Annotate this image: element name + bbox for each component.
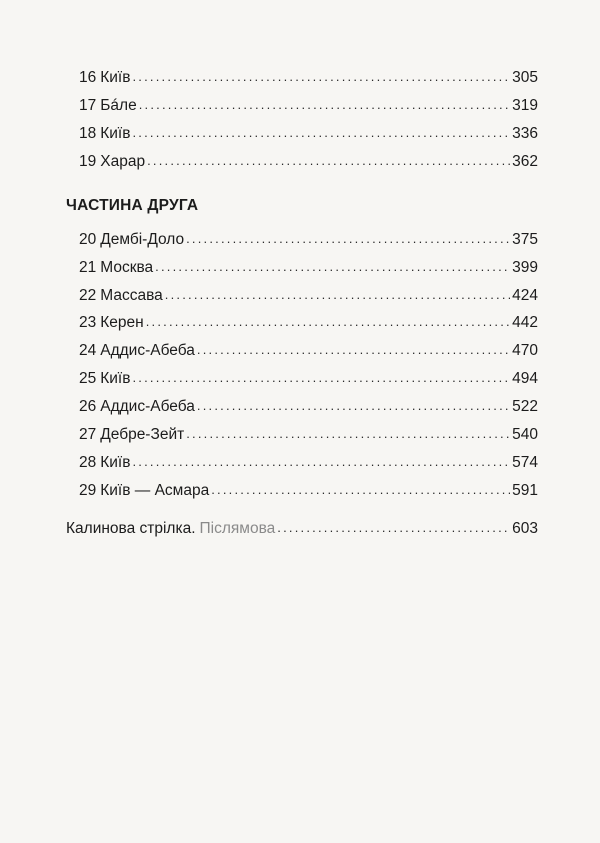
entry-title: 28 Київ <box>79 454 131 471</box>
dot-leader <box>165 285 510 305</box>
toc-entry <box>79 425 538 445</box>
page-number: 540 <box>512 426 538 443</box>
entry-title: Калинова стрілка. Післямова <box>66 520 276 537</box>
toc-entry <box>79 286 538 306</box>
dot-leader <box>211 480 510 500</box>
toc-entry <box>79 453 538 473</box>
page-number: 442 <box>512 314 538 331</box>
dot-leader <box>186 424 510 444</box>
toc-entry <box>79 68 538 88</box>
entry-title: 21 Москва <box>79 259 154 276</box>
dot-leader <box>186 229 510 249</box>
dot-leader <box>197 340 510 360</box>
page-number: 522 <box>512 398 538 415</box>
toc-entry <box>79 369 538 389</box>
toc-entry <box>79 124 538 144</box>
section-heading: ЧАСТИНА ДРУГА <box>66 197 199 214</box>
toc-entry <box>79 341 538 361</box>
page-number: 319 <box>512 97 538 114</box>
entry-title: 20 Дембі-Доло <box>79 231 185 248</box>
page-number: 603 <box>512 520 538 537</box>
entry-title: 24 Аддис-Абеба <box>79 342 195 359</box>
page-number: 375 <box>512 231 538 248</box>
dot-leader <box>132 67 510 87</box>
dot-leader <box>277 518 510 538</box>
page-number: 494 <box>512 370 538 387</box>
page-number: 470 <box>512 342 538 359</box>
page-number: 424 <box>512 287 538 304</box>
toc-entry <box>79 313 538 333</box>
entry-title: 19 Харар <box>79 153 146 170</box>
dot-leader <box>155 257 510 277</box>
dot-leader <box>197 396 510 416</box>
dot-leader <box>132 452 510 472</box>
page-number: 362 <box>512 153 538 170</box>
entry-title: 18 Київ <box>79 125 131 142</box>
entry-title: 22 Массава <box>79 287 163 304</box>
entry-title: 25 Київ <box>79 370 131 387</box>
toc-entry <box>79 481 538 501</box>
toc-entry <box>79 96 538 116</box>
dot-leader <box>132 123 510 143</box>
dot-leader <box>139 95 510 115</box>
page-number: 399 <box>512 259 538 276</box>
entry-title: 17 Бáле <box>79 97 137 114</box>
entry-title: 29 Київ — Асмара <box>79 482 210 499</box>
toc-entry <box>79 152 538 172</box>
page-number: 305 <box>512 69 538 86</box>
entry-subtitle: Післямова <box>199 520 276 537</box>
entry-title: 27 Дебре-Зейт <box>79 426 185 443</box>
toc-entry-afterword <box>66 519 538 539</box>
toc-entry <box>79 258 538 278</box>
toc-entry <box>79 397 538 417</box>
entry-title: 16 Київ <box>79 69 131 86</box>
page-number: 591 <box>512 482 538 499</box>
toc-entry <box>79 230 538 250</box>
page-number: 574 <box>512 454 538 471</box>
dot-leader <box>147 151 510 171</box>
dot-leader <box>132 368 510 388</box>
entry-title: 26 Аддис-Абеба <box>79 398 195 415</box>
dot-leader <box>146 312 510 332</box>
page-number: 336 <box>512 125 538 142</box>
entry-title: 23 Керен <box>79 314 144 331</box>
